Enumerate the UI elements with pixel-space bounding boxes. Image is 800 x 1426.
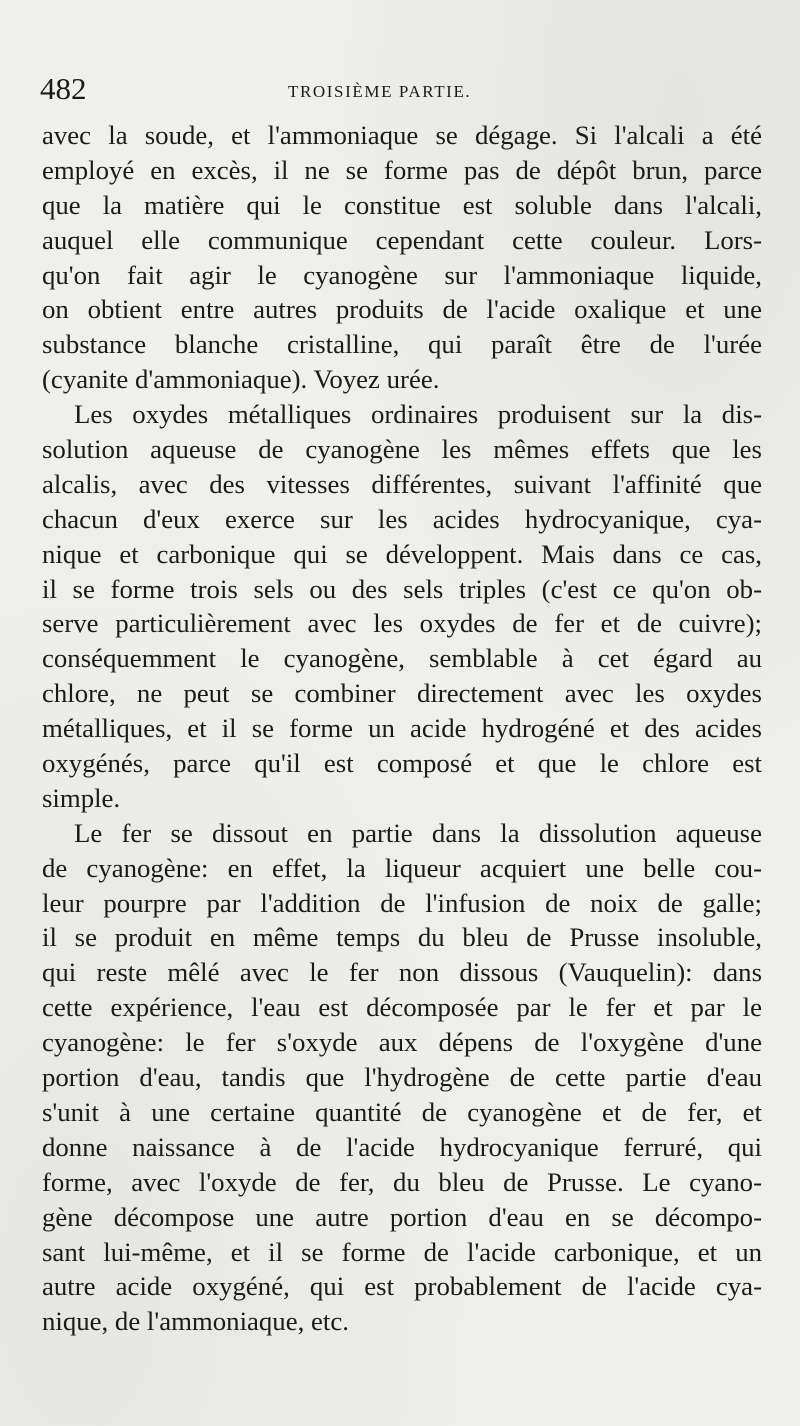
text-line: métalliques, et il se forme un acide hydrogéné et des acides (42, 713, 762, 744)
body-text (42, 118, 762, 1339)
text-line: oxygénés, parce qu'il est composé et que le chlore est (42, 748, 762, 779)
text-line: conséquemment le cyanogène, semblable à cet égard au (42, 643, 762, 674)
paragraph-start-line: Les oxydes métalliques ordinaires produisent sur la dis- (74, 399, 762, 430)
text-line: qui reste mêlé avec le fer non dissous (Vauquelin): dans (42, 957, 762, 988)
text-line: simple. (42, 782, 121, 813)
paragraph-start-line: Le fer se dissout en partie dans la dissolution aqueuse (74, 817, 762, 848)
text-line: autre acide oxygéné, qui est probablement de l'acide cya- (42, 1271, 762, 1302)
text-line: forme, avec l'oxyde de fer, du bleu de Prusse. Le cyano- (42, 1166, 762, 1197)
text-line: s'unit à une certaine quantité de cyanogène et de fer, et (42, 1096, 762, 1127)
text-line: serve particulièrement avec les oxydes de fer et de cuivre); (42, 608, 762, 639)
text-line: chacun d'eux exerce sur les acides hydrocyanique, cya- (42, 503, 762, 534)
text-line: auquel elle communique cependant cette couleur. Lors- (42, 224, 762, 255)
text-line: il se forme trois sels ou des sels triples (c'est ce qu'on ob- (42, 573, 762, 604)
text-line: employé en excès, il ne se forme pas de dépôt brun, parce (42, 154, 762, 185)
text-line: nique, de l'ammoniaque, etc. (42, 1306, 349, 1337)
text-line: portion d'eau, tandis que l'hydrogène de cette partie d'eau (42, 1062, 762, 1093)
text-line: cyanogène: le fer s'oxyde aux dépens de l'oxygène d'une (42, 1027, 762, 1058)
text-line: sant lui-même, et il se forme de l'acide carbonique, et un (42, 1236, 762, 1267)
text-line: substance blanche cristalline, qui paraît être de l'urée (42, 329, 762, 360)
text-line: (cyanite d'ammoniaque). Voyez urée. (42, 364, 440, 395)
text-line: que la matière qui le constitue est soluble dans l'alcali, (42, 189, 762, 220)
text-line: cette expérience, l'eau est décomposée par le fer et par le (42, 992, 762, 1023)
text-line: gène décompose une autre portion d'eau en se décompo- (42, 1201, 762, 1232)
text-line: avec la soude, et l'ammoniaque se dégage. Si l'alcali a été (42, 120, 762, 150)
text-line: chlore, ne peut se combiner directement avec les oxydes (42, 678, 762, 709)
page-number: 482 (40, 71, 87, 106)
text-line: on obtient entre autres produits de l'acide oxalique et une (42, 294, 762, 325)
text-line: nique et carbonique qui se développent. Mais dans ce cas, (42, 538, 762, 569)
text-line: leur pourpre par l'addition de l'infusion de noix de galle; (42, 887, 762, 918)
page-header (40, 72, 760, 112)
text-line: alcalis, avec des vitesses différentes, suivant l'affinité que (42, 468, 762, 499)
text-line: de cyanogène: en effet, la liqueur acquiert une belle cou- (42, 852, 762, 883)
text-line: qu'on fait agir le cyanogène sur l'ammoniaque liquide, (42, 259, 762, 290)
text-line: donne naissance à de l'acide hydrocyanique ferruré, qui (42, 1131, 762, 1162)
running-title: TROISIÈME PARTIE. (288, 82, 472, 101)
text-line: solution aqueuse de cyanogène les mêmes effets que les (42, 434, 762, 465)
text-line: il se produit en même temps du bleu de Prusse insoluble, (42, 922, 762, 953)
